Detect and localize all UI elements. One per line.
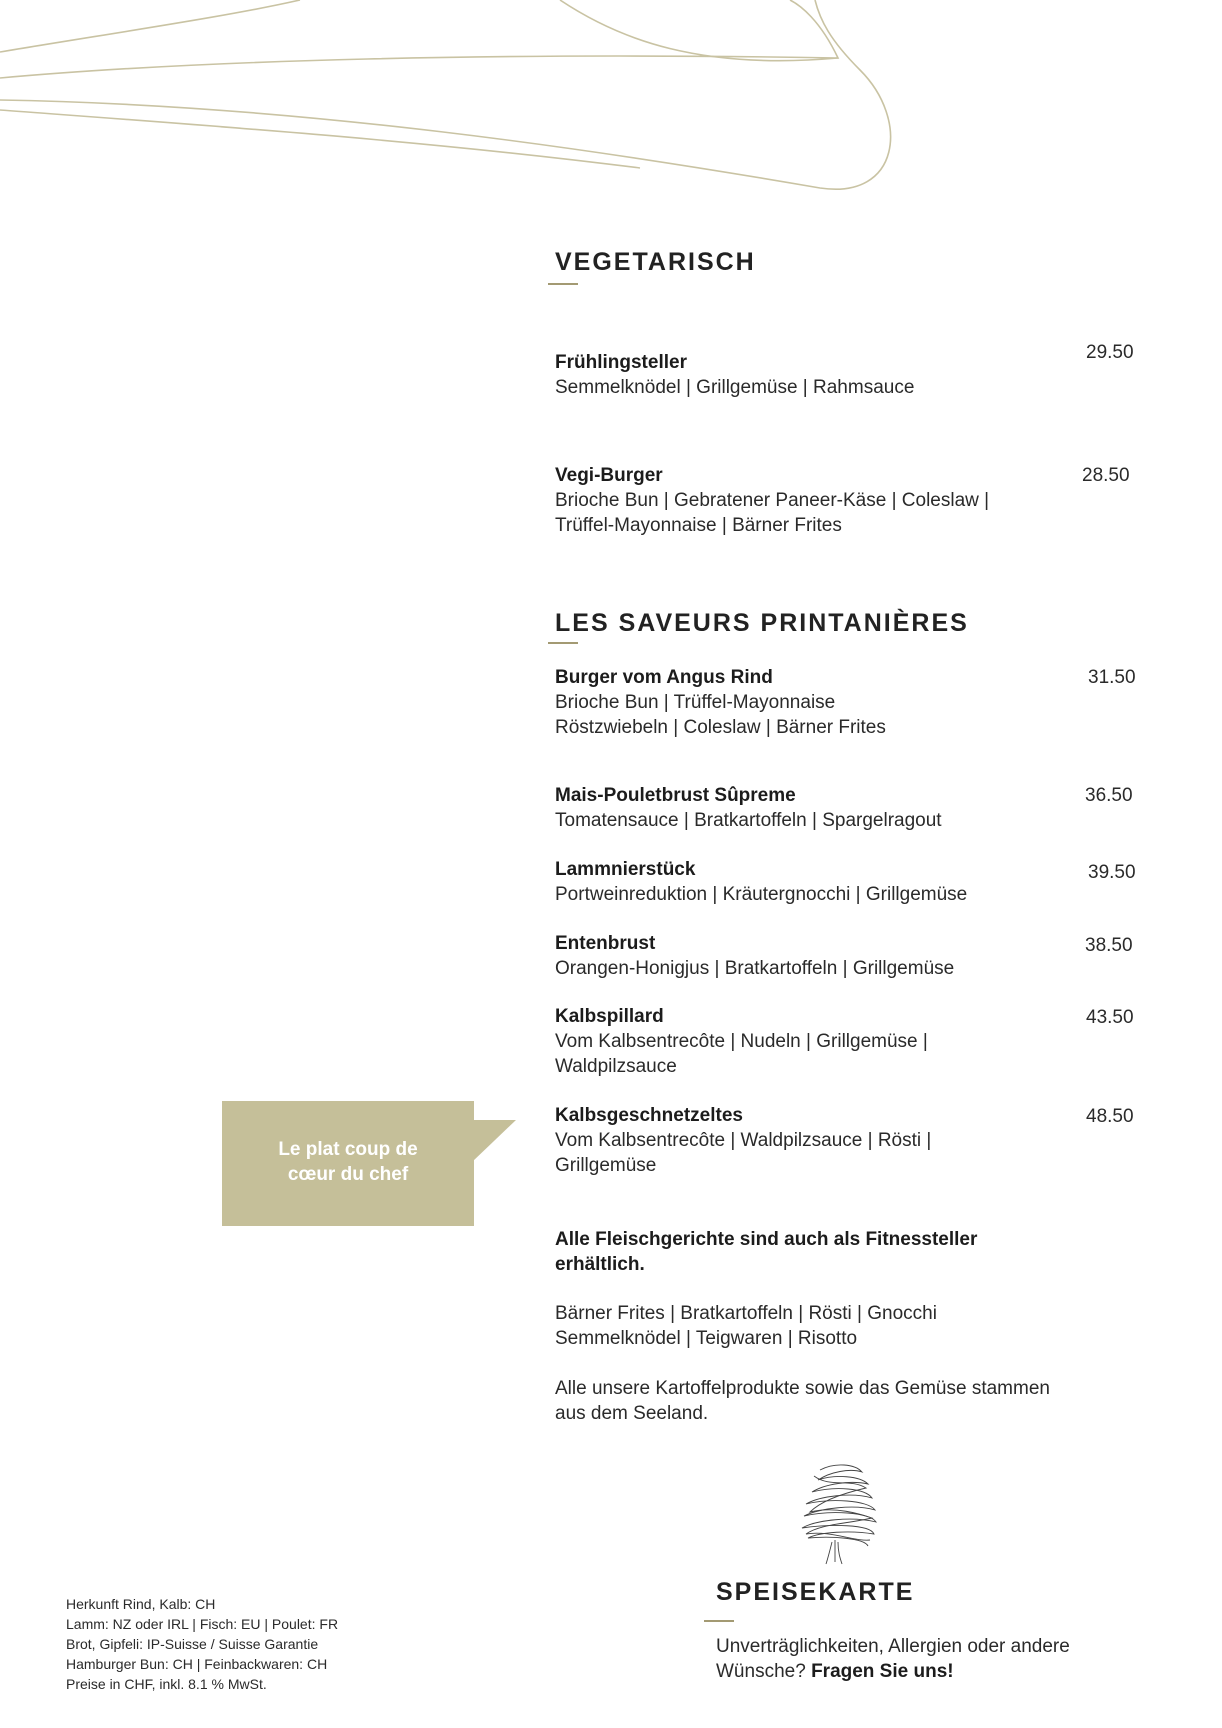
tagline-line (716, 1659, 1136, 1684)
item-price: 48.50 (1086, 1106, 1134, 1127)
item-price: 28.50 (1082, 465, 1130, 486)
menu-item (555, 931, 1025, 981)
callout-line: Le plat coup de (278, 1139, 418, 1160)
item-name: Lammnierstück (555, 859, 696, 880)
item-price: 39.50 (1088, 862, 1136, 883)
provenance-line: Lamm: NZ oder IRL | Fisch: EU | Poulet: FR (66, 1616, 339, 1632)
note-line: Alle unsere Kartoffelprodukte sowie das Gemüse stammen (555, 1378, 1050, 1399)
item-price: 43.50 (1086, 1007, 1134, 1028)
item-desc: Tomatensauce | Bratkartoffeln | Spargelragout (555, 810, 942, 831)
menu-item (555, 1103, 1025, 1178)
item-price: 38.50 (1085, 935, 1133, 956)
item-price: 29.50 (1086, 342, 1134, 363)
provenance-line: Brot, Gipfeli: IP-Suisse / Suisse Garantie (66, 1636, 319, 1652)
item-desc: Semmelknödel | Grillgemüse | Rahmsauce (555, 377, 915, 398)
item-name: Vegi-Burger (555, 465, 663, 486)
item-name: Mais-Pouletbrust Sûpreme (555, 785, 796, 806)
note-line: Alle Fleischgerichte sind auch als Fitnessteller (555, 1229, 978, 1250)
provenance-line: Herkunft Rind, Kalb: CH (66, 1596, 216, 1612)
note-line: Bärner Frites | Bratkartoffeln | Rösti | Gnocchi (555, 1303, 937, 1324)
callout-line: cœur du chef (287, 1164, 409, 1185)
item-name: Entenbrust (555, 933, 656, 954)
origin-note (555, 1376, 1075, 1426)
item-desc: Grillgemüse (555, 1155, 657, 1176)
item-desc: Portweinreduktion | Kräutergnocchi | Grillgemüse (555, 884, 968, 905)
fitness-note (555, 1227, 1075, 1277)
decorative-curves (0, 0, 1222, 200)
tagline-cta: Fragen Sie uns! (811, 1661, 954, 1682)
menu-item (555, 665, 1025, 740)
item-desc: Röstzwiebeln | Coleslaw | Bärner Frites (555, 717, 886, 738)
item-price: 31.50 (1088, 667, 1136, 688)
note-line: aus dem Seeland. (555, 1403, 709, 1424)
item-desc: Trüffel-Mayonnaise | Bärner Frites (555, 515, 842, 536)
note-line: erhältlich. (555, 1254, 645, 1275)
scribble-tree-icon (780, 1458, 890, 1568)
callout-pointer (472, 1120, 516, 1162)
section-underline (548, 642, 578, 644)
section-title-saveurs: LES SAVEURS PRINTANIÈRES (555, 609, 969, 637)
item-desc: Orangen-Honigjus | Bratkartoffeln | Grillgemüse (555, 958, 955, 979)
item-name: Kalbsgeschnetzeltes (555, 1105, 743, 1126)
menu-item (555, 1004, 1025, 1079)
item-desc: Brioche Bun | Gebratener Paneer-Käse | Coleslaw | (555, 490, 990, 511)
item-desc: Vom Kalbsentrecôte | Waldpilzsauce | Rösti | (555, 1130, 932, 1151)
tagline-line: Unverträglichkeiten, Allergien oder andere (716, 1636, 1070, 1657)
item-name: Frühlingsteller (555, 352, 687, 373)
provenance-info (66, 1594, 386, 1694)
note-line: Semmelknödel | Teigwaren | Risotto (555, 1328, 858, 1349)
menu-item (555, 463, 1025, 538)
item-name: Kalbspillard (555, 1006, 664, 1027)
brand-underline (704, 1620, 734, 1622)
item-desc: Vom Kalbsentrecôte | Nudeln | Grillgemüse | (555, 1031, 928, 1052)
menu-item (555, 857, 1025, 907)
item-desc: Brioche Bun | Trüffel-Mayonnaise (555, 692, 836, 713)
section-title-vegetarisch: VEGETARISCH (555, 248, 756, 276)
section-underline (548, 283, 578, 285)
sides-note (555, 1301, 1075, 1351)
brand-title: SPEISEKARTE (716, 1578, 915, 1606)
provenance-line: Hamburger Bun: CH | Feinbackwaren: CH (66, 1656, 328, 1672)
menu-item (555, 783, 1025, 833)
provenance-line: Preise in CHF, inkl. 8.1 % MwSt. (66, 1676, 267, 1692)
brand-tagline (716, 1634, 1136, 1684)
item-desc: Waldpilzsauce (555, 1056, 677, 1077)
item-name: Burger vom Angus Rind (555, 667, 773, 688)
item-price: 36.50 (1085, 785, 1133, 806)
tagline-question: Wünsche? (716, 1661, 806, 1682)
menu-item (555, 350, 1025, 400)
chef-recommendation-callout (222, 1101, 474, 1226)
